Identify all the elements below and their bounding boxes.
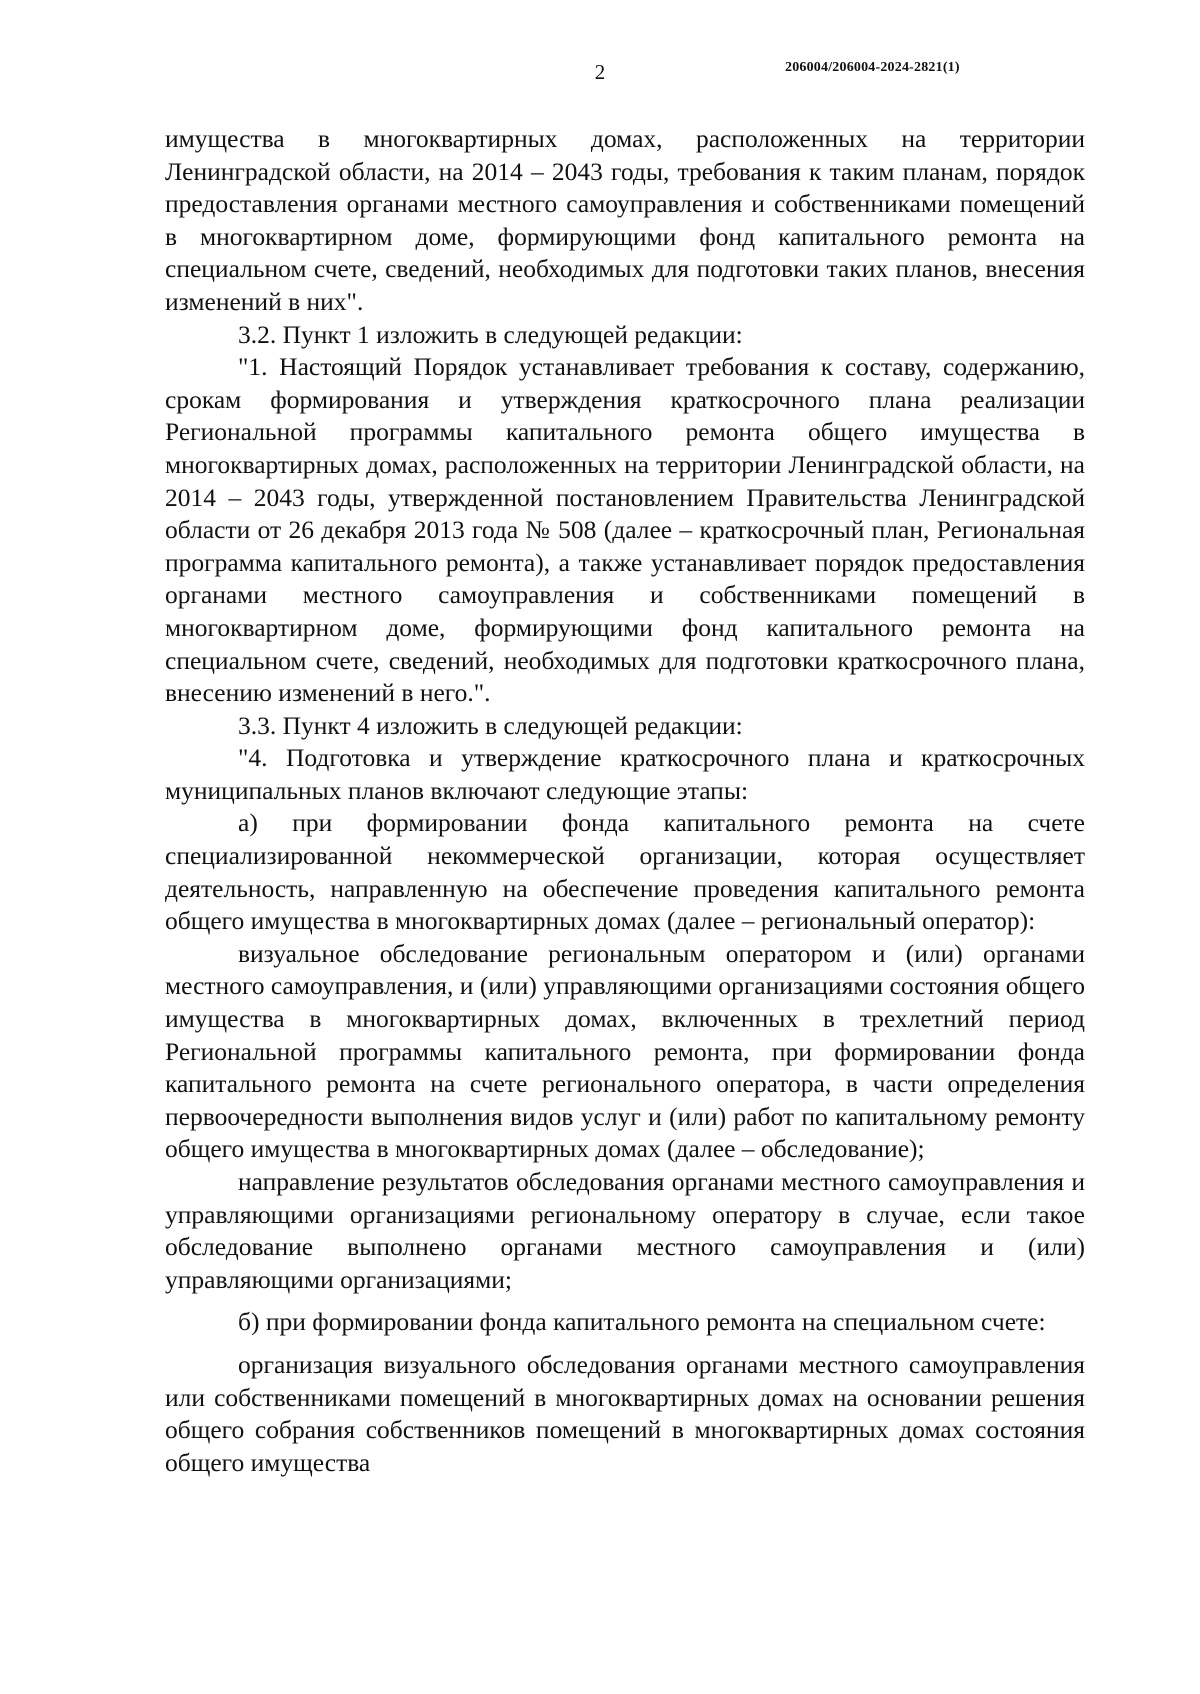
paragraph-continuation: имущества в многоквартирных домах, расположенных на территории Ленинградской области, на 2014 – 2043 годы, требования к таким планам, порядок предоставления органами местного самоуправления и собственниками помещений в многоквартирном доме, формирующими фонд капитального ремонта на специальном счете, сведений, необходимых для подготовки таких планов, внесения изменений в них". [165, 124, 1085, 316]
paragraph-subitem-b: б) при формировании фонда капитального ремонта на специальном счете: [238, 1307, 1046, 1337]
paragraph-3-2-heading: 3.2. Пункт 1 изложить в следующей редакции: [238, 319, 743, 349]
paragraph-item-1: "1. Настоящий Порядок устанавливает требования к составу, содержанию, срокам формирования и утверждения краткосрочного плана реализации Региональной программы капитального ремонта общего имущества в многоквартирных домах, расположенных на территории Ленинградской области, на 2014 – 2043 годы, утвержденной постановлением Правительства Ленинградской области от 26 декабря 2013 года № 508 (далее – краткосрочный план, Региональная программа капитального ремонта), а также устанавливает порядок предоставления органами местного самоуправления и собственниками помещений в многоквартирном доме, формирующими фонд капитального ремонта на специальном счете, сведений, необходимых для подготовки краткосрочного плана, внесению изменений в него.". [165, 352, 1085, 708]
document-id: 206004/206004-2024-2821(1) [785, 60, 960, 75]
paragraph-visual-inspection: визуальное обследование региональным оператором и (или) органами местного самоуправления, и (или) управляющими организациями состояния общего имущества в многоквартирных домах, включенных в трехлетний период Региональной программы капитального ремонта, при формировании фонда капитального ремонта на счете регионального оператора, в части определения первоочередности выполнения видов услуг и (или) работ по капитальному ремонту общего имущества в многоквартирных домах (далее – обследование); [165, 938, 1085, 1164]
paragraph-subitem-a: а) при формировании фонда капитального ремонта на счете специализированной некоммерческой организации, которая осуществляет деятельность, направленную на обеспечение проведения капитального ремонта общего имущества в многоквартирных домах (далее – региональный оператор): [165, 808, 1085, 936]
paragraph-3-3-heading: 3.3. Пункт 4 изложить в следующей редакции: [238, 710, 743, 740]
paragraph-inspection-organization: организация визуального обследования органами местного самоуправления или собственниками помещений в многоквартирных домах на основании решения общего собрания собственников помещений в многоквартирных домах состояния общего имущества [165, 1349, 1085, 1477]
page-number: 2 [594, 60, 606, 84]
paragraph-item-4: "4. Подготовка и утверждение краткосрочного плана и краткосрочных муниципальных планов включают следующие этапы: [165, 743, 1085, 805]
document-body [165, 123, 1085, 1479]
paragraph-results-direction: направление результатов обследования органами местного самоуправления и управляющими организациями региональному оператору в случае, если такое обследование выполнено органами местного самоуправления и (или) управляющими организациями; [165, 1167, 1085, 1294]
